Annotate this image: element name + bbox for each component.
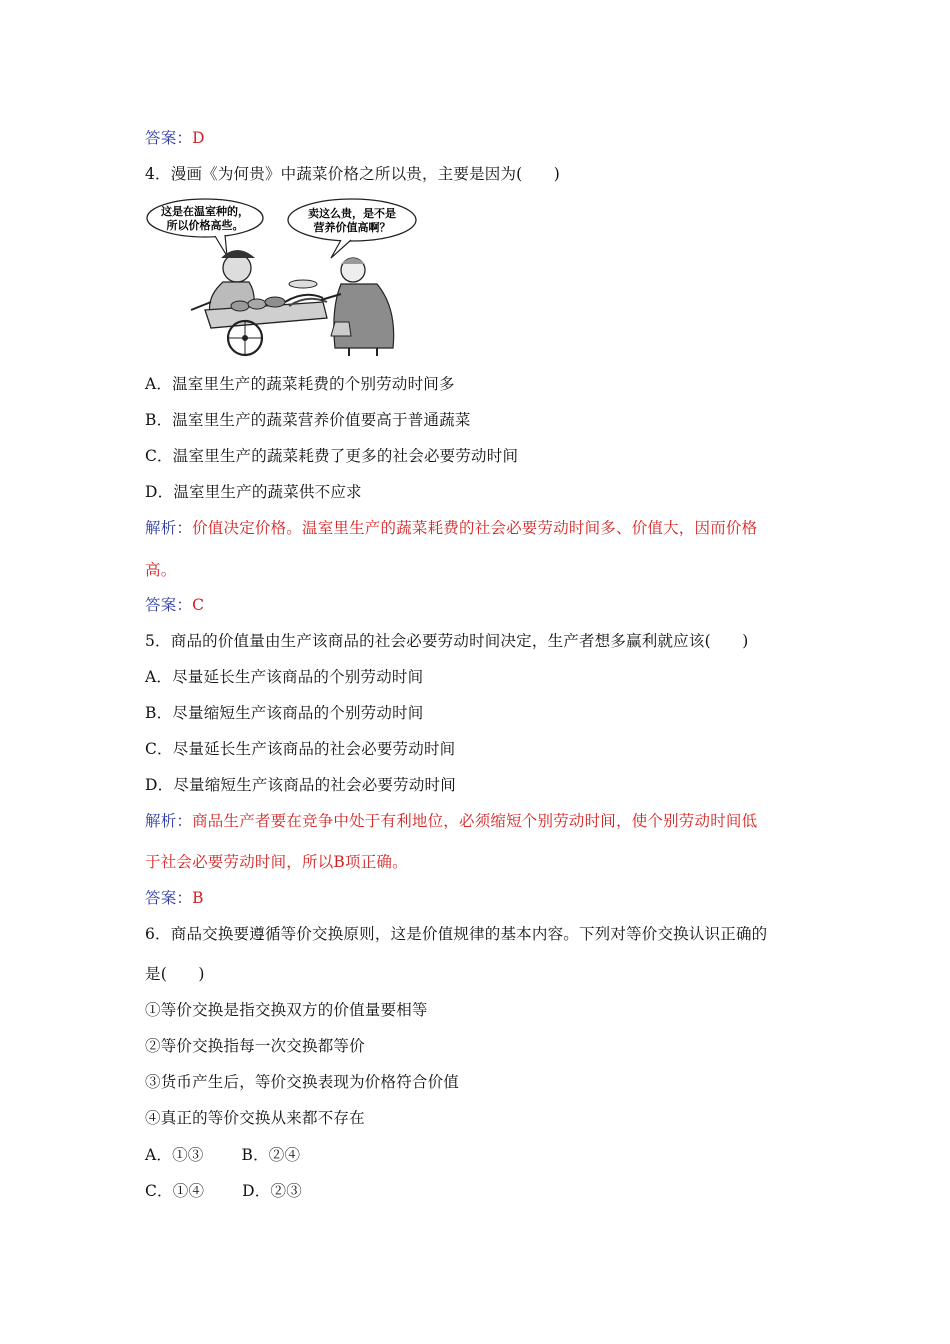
q5-option-d: D．尽量缩短生产该商品的社会必要劳动时间 [145,776,456,794]
q4-option-b: B．温室里生产的蔬菜营养价值要高于普通蔬菜 [145,411,471,429]
q6-options-row2: C．①④ D．②③ [145,1182,302,1200]
bubble-left-line2: 所以价格高些。 [166,219,244,232]
q4-analysis-line2: 高。 [145,561,177,579]
q5-option-b: B．尽量缩短生产该商品的个别劳动时间 [145,704,424,722]
answer-line-q3: 答案：D [145,129,205,147]
q5-option-c: C．尽量延长生产该商品的社会必要劳动时间 [145,740,456,758]
q4-option-a: A．温室里生产的蔬菜耗费的个别劳动时间多 [145,375,455,393]
bubble-right-line2: 营养价值高啊？ [313,221,391,234]
q6-options-row1: A．①③ B．②④ [145,1146,301,1164]
answer-line-q4: 答案：C [145,596,205,614]
bubble-right-line1: 卖这么贵，是不是 [308,207,396,220]
q5-analysis-line2: 于社会必要劳动时间，所以B项正确。 [145,853,408,871]
q5-option-a: A．尽量延长生产该商品的个别劳动时间 [145,668,424,686]
q6-statement-1: ①等价交换是指交换双方的价值量要相等 [145,1001,428,1019]
q6-statement-3: ③货币产生后，等价交换表现为价格符合价值 [145,1073,460,1091]
q4-option-c: C．温室里生产的蔬菜耗费了更多的社会必要劳动时间 [145,447,519,465]
q4-option-d: D．温室里生产的蔬菜供不应求 [145,483,362,501]
bubble-left-line1: 这是在温室种的， [161,205,249,218]
question-6-stem-line2: 是( ) [145,965,205,983]
question-4-stem: 4．漫画《为何贵》中蔬菜价格之所以贵，主要是因为( ) [145,165,561,183]
q4-analysis-line1: 解析：价值决定价格。温室里生产的蔬菜耗费的社会必要劳动时间多、价值大，因而价格 [145,519,758,537]
answer-line-q5: 答案：B [145,889,204,907]
q6-statement-2: ②等价交换指每一次交换都等价 [145,1037,365,1055]
question-5-stem: 5．商品的价值量由生产该商品的社会必要劳动时间决定，生产者想多赢利就应该( ) [145,632,749,650]
q5-analysis-line1: 解析：商品生产者要在竞争中处于有利地位，必须缩短个别劳动时间，使个别劳动时间低 [145,812,758,830]
question-6-stem-line1: 6．商品交换要遵循等价交换原则，这是价值规律的基本内容。下列对等价交换认识正确的 [145,925,768,943]
q6-statement-4: ④真正的等价交换从来都不存在 [145,1109,365,1127]
vegetable-price-cartoon [145,198,425,358]
